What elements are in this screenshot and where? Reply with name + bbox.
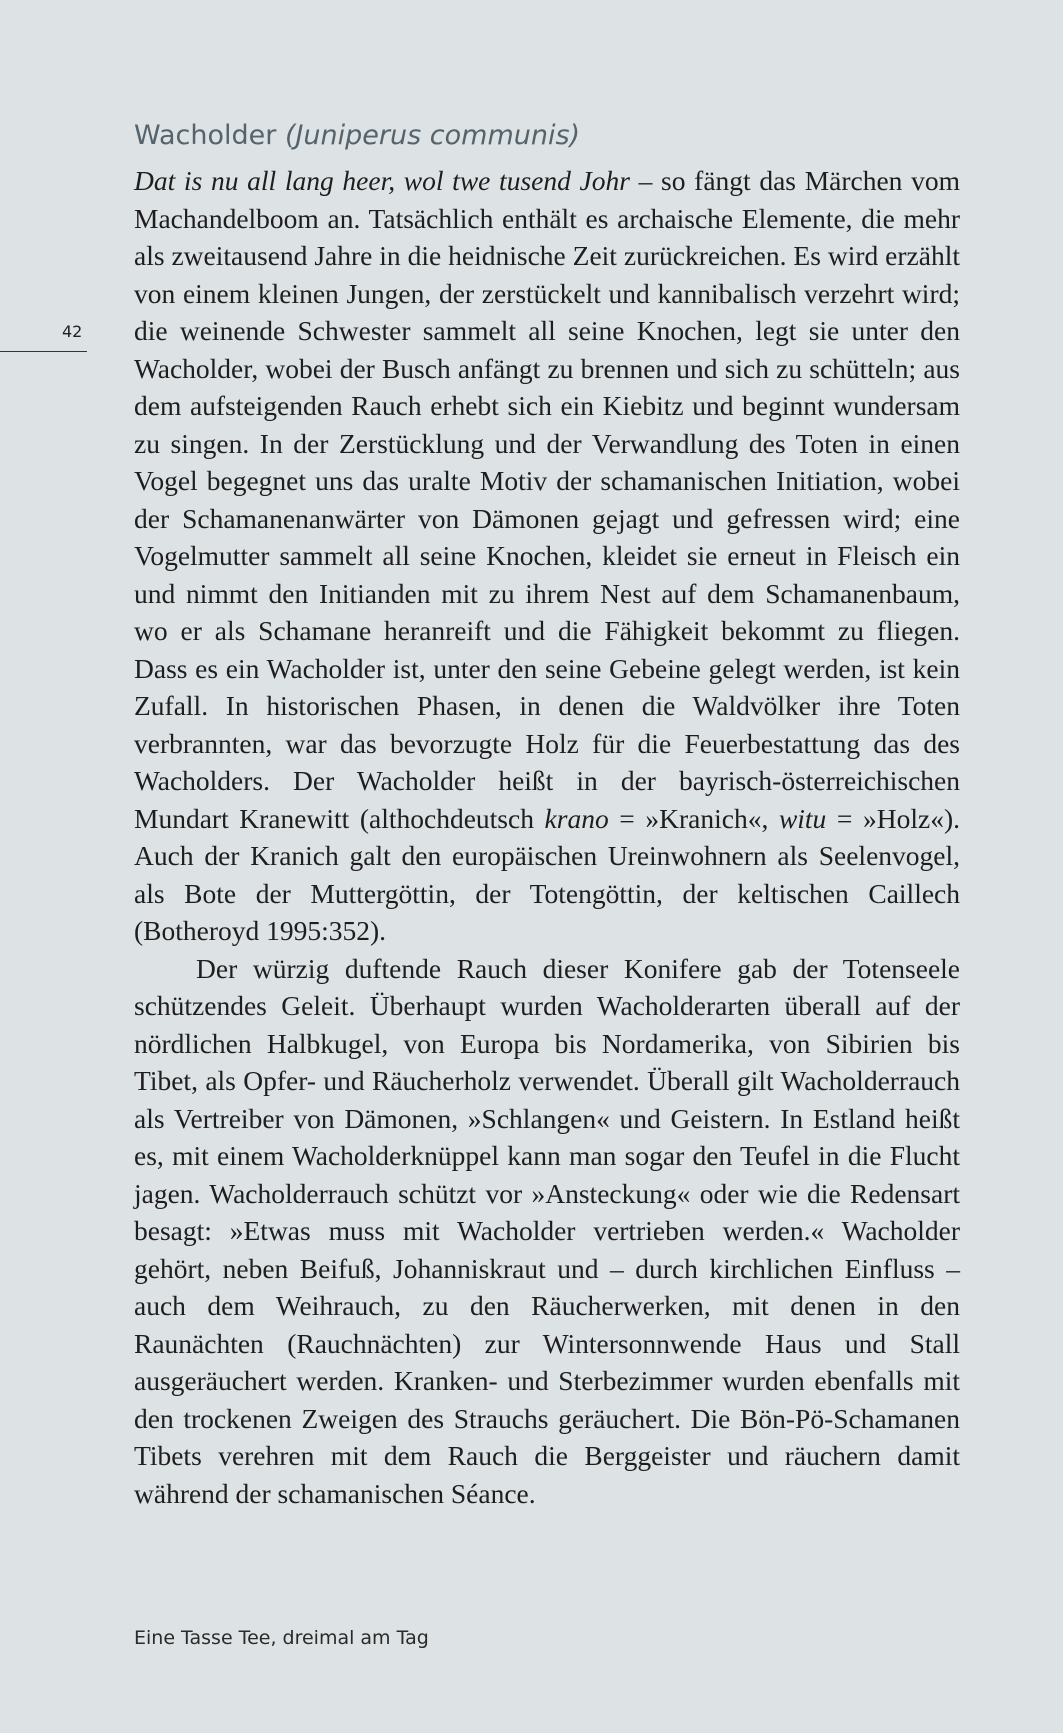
page-number: 42 [62,322,83,341]
heading-title: Wacholder [134,120,277,151]
page-number-rule [0,351,87,352]
paragraph-2: Der würzig duftende Rauch dieser Konifere gab der Totenseele schützendes Geleit. Überhaupt wurden Wacholderarten überall auf der nördlichen Halbkugel, von Europa bis Nordamerika, von Sibirien bis Tibet, als Opfer- und Räucherholz verwendet. Überall gilt Wacholderrauch als Vertreiber von Dämonen, »Schlangen« und Geistern. In Estland heißt es, mit einem Wacholderknüppel kann man sogar den Teufel in die Flucht jagen. Wacholderrauch schützt vor »Ansteckung« oder wie die Redensart besagt: »Etwas muss mit Wacholder vertrieben werden.« Wacholder gehört, neben Beifuß, Johanniskraut und – durch kirchlichen Einfluss – auch dem Weihrauch, zu den Räucherwerken, mit denen in den Raunächten (Rauchnächten) zur Wintersonnwende Haus und Stall ausgeräuchert werden. Kranken- und Sterbezimmer wurden ebenfalls mit den trockenen Zweigen des Strauchs geräuchert. Die Bön-Pö-Schamanen Tibets verehren mit dem Rauch die Berggeister und räuchern damit während der schamanischen Séance. [134,952,960,1509]
paragraph-1-text-b: = »Kranich«, [608,802,779,834]
heading-latin-name: (Juniperus communis) [284,120,581,151]
section-heading [134,118,580,154]
opening-quote: Dat is nu all lang heer, wol twe tusend Johr [134,165,630,196]
running-footer: Eine Tasse Tee, dreimal am Tag [134,1627,429,1649]
body-text [134,162,960,1512]
term-krano: krano [544,802,609,834]
paragraph-1 [134,162,960,950]
paragraph-1-text-c: = »Holz«). Auch der Kranich galt den europäischen Ureinwohnern als Seelenvogel, als Bote der Muttergöttin, der Totengöttin, der keltischen Caillech (Botheroyd 1995:352). [134,802,960,946]
term-witu: witu [778,802,827,834]
paragraph-1-text-a: – so fängt das Märchen vom Machandelboom an. Tatsächlich enthält es archaische Elemente, die mehr als zweitausend Jahre in die heidnische Zeit zurückreichen. Es wird erzählt von einem kleinen Jungen, der zerstückelt und kannibalisch verzehrt wird; die weinende Schwester sammelt all seine Knochen, legt sie unter den Wacholder, wobei der Busch anfängt zu brennen und sich zu schütteln; aus dem aufsteigenden Rauch erhebt sich ein Kiebitz und beginnt wundersam zu singen. In der Zerstücklung und der Verwandlung des Toten in einen Vogel begegnet uns das uralte Motiv der schamanischen Initiation, wobei der Schamanenanwärter von Dämonen gejagt und gefressen wird; eine Vogelmutter sammelt all seine Knochen, kleidet sie erneut in Fleisch ein und nimmt den Initianden mit zu ihrem Nest auf dem Schamanenbaum, wo er als Schamane heranreift und die Fähigkeit bekommt zu fliegen. Dass es ein Wacholder ist, unter den seine Gebeine gelegt werden, ist kein Zufall. In historischen Phasen, in denen die Waldvölker ihre Toten verbrannten, war das bevorzugte Holz für die Feuerbestattung das des Wacholders. Der Wacholder heißt in der bayrisch-österreichischen Mundart Kranewitt (althochdeutsch [134,165,960,834]
